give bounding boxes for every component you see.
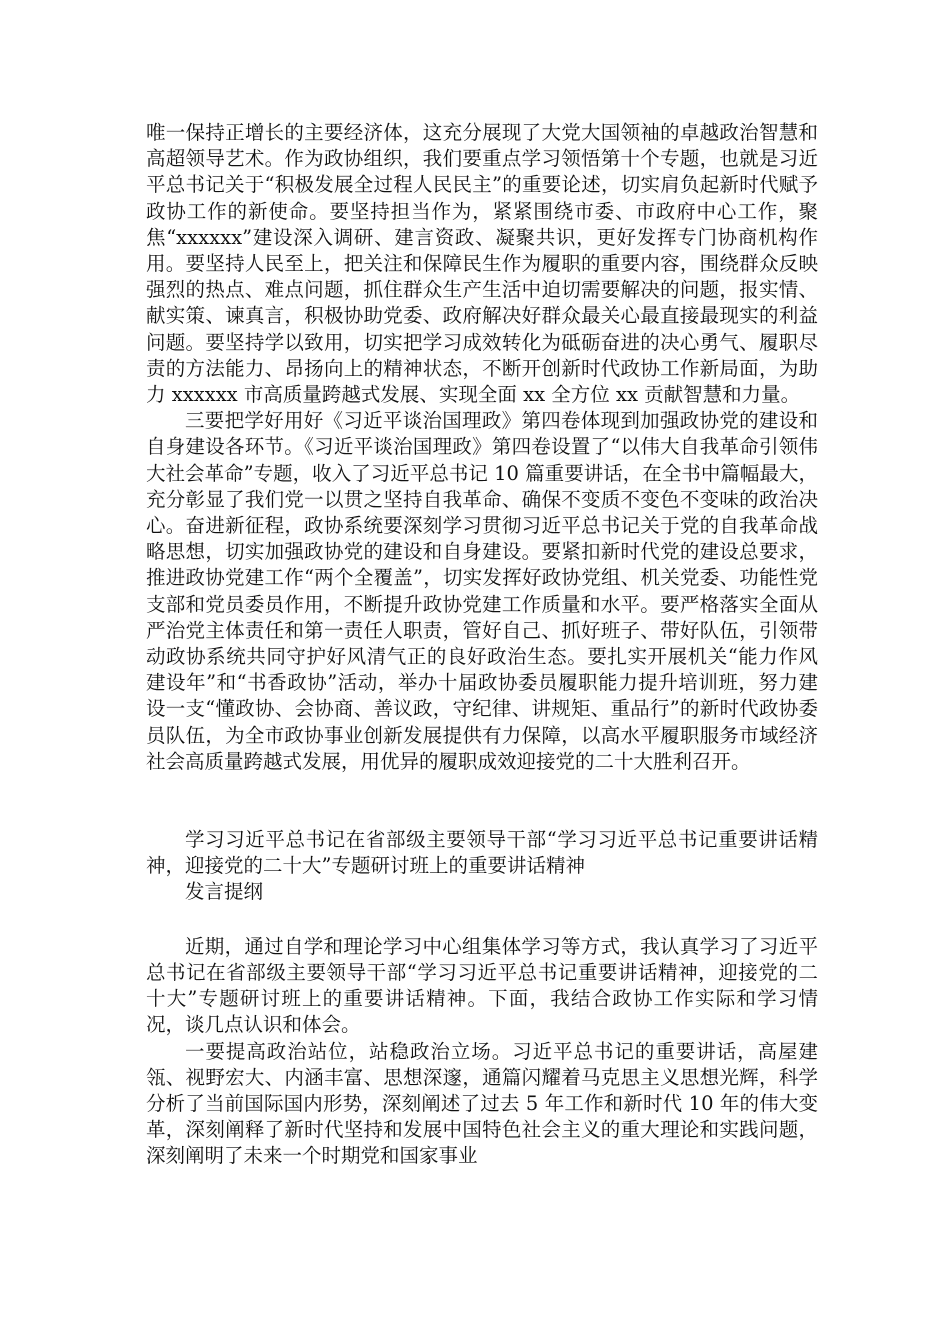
paragraph-intro: 近期，通过自学和理论学习中心组集体学习等方式，我认真学习了习近平总书记在省部级主要领导干部“学习习近平总书记重要讲话精神，迎接党的二十大”专题研讨班上的重要讲话精神。下面，我结合政协工作实际和学习情况，谈几点认识和体会。 bbox=[146, 934, 818, 1037]
document-body bbox=[146, 120, 818, 1170]
paragraph-third-point: 三要把学好用好《习近平谈治国理政》第四卷体现到加强政协党的建设和自身建设各环节。《习近平谈治国理政》第四卷设置了“以伟大自我革命引领伟大社会革命”专题，收入了习近平总书记 10 篇重要讲话，在全书中篇幅最大，充分彰显了我们党一以贯之坚持自我革命、确保不变质不变色不变味的政治决心。奋进新征程，政协系统要深刻学习贯彻习近平总书记关于党的自我革命战略思想，切实加强政协党的建设和自身建设。要紧扣新时代党的建设总要求，推进政协党建工作“两个全覆盖”，切实发挥好政协党组、机关党委、功能性党支部和党员委员作用，不断提升政协党建工作质量和水平。要严格落实全面从严治党主体责任和第一责任人职责，管好自己、抓好班子、带好队伍，引领带动政协系统共同守护好风清气正的良好政治生态。要扎实开展机关“能力作风建设年”和“书香政协”活动，举办十届政协委员履职能力提升培训班，努力建设一支“懂政协、会协商、善议政，守纪律、讲规矩、重品行”的新时代政协委员队伍，为全市政协事业创新发展提供有力保障，以高水平履职服务市域经济社会高质量跨越式发展，用优异的履职成效迎接党的二十大胜利召开。 bbox=[146, 409, 818, 773]
section-spacer bbox=[146, 775, 818, 827]
speech-title: 学习习近平总书记在省部级主要领导干部“学习习近平总书记重要讲话精神，迎接党的二十大”专题研讨班上的重要讲话精神 bbox=[146, 828, 818, 878]
paragraph-first-point: 一要提高政治站位，站稳政治立场。习近平总书记的重要讲话，高屋建瓴、视野宏大、内涵丰富、思想深邃，通篇闪耀着马克思主义思想光辉，科学分析了当前国际国内形势，深刻阐述了过去 5 年工作和新时代 10 年的伟大变革，深刻阐释了新时代坚持和发展中国特色社会主义的重大理论和实践问题，深刻阐明了未来一个时期党和国家事业 bbox=[146, 1039, 818, 1168]
paragraph-continuation: 唯一保持正增长的主要经济体，这充分展现了大党大国领袖的卓越政治智慧和高超领导艺术。作为政协组织，我们要重点学习领悟第十个专题，也就是习近平总书记关于“积极发展全过程人民民主”的重要论述，切实肩负起新时代赋予政协工作的新使命。要坚持担当作为，紧紧围绕市委、市政府中心工作，聚焦“xxxxxx”建设深入调研、建言资政、凝聚共识，更好发挥专门协商机构作用。要坚持人民至上，把关注和保障民生作为履职的重要内容，围绕群众反映强烈的热点、难点问题，抓住群众生产生活中迫切需要解决的问题，报实情、献实策、谏真言，积极协助党委、政府解决好群众最关心最直接最现实的利益问题。要坚持学以致用，切实把学习成效转化为砥砺奋进的决心勇气、履职尽责的方法能力、昂扬向上的精神状态，不断开创新时代政协工作新局面，为助力 xxxxxx 市高质量跨越式发展、实现全面 xx 全方位 xx 贡献智慧和力量。 bbox=[146, 121, 818, 407]
title-spacer bbox=[146, 906, 818, 934]
speech-subtitle: 发言提纲 bbox=[185, 880, 264, 904]
